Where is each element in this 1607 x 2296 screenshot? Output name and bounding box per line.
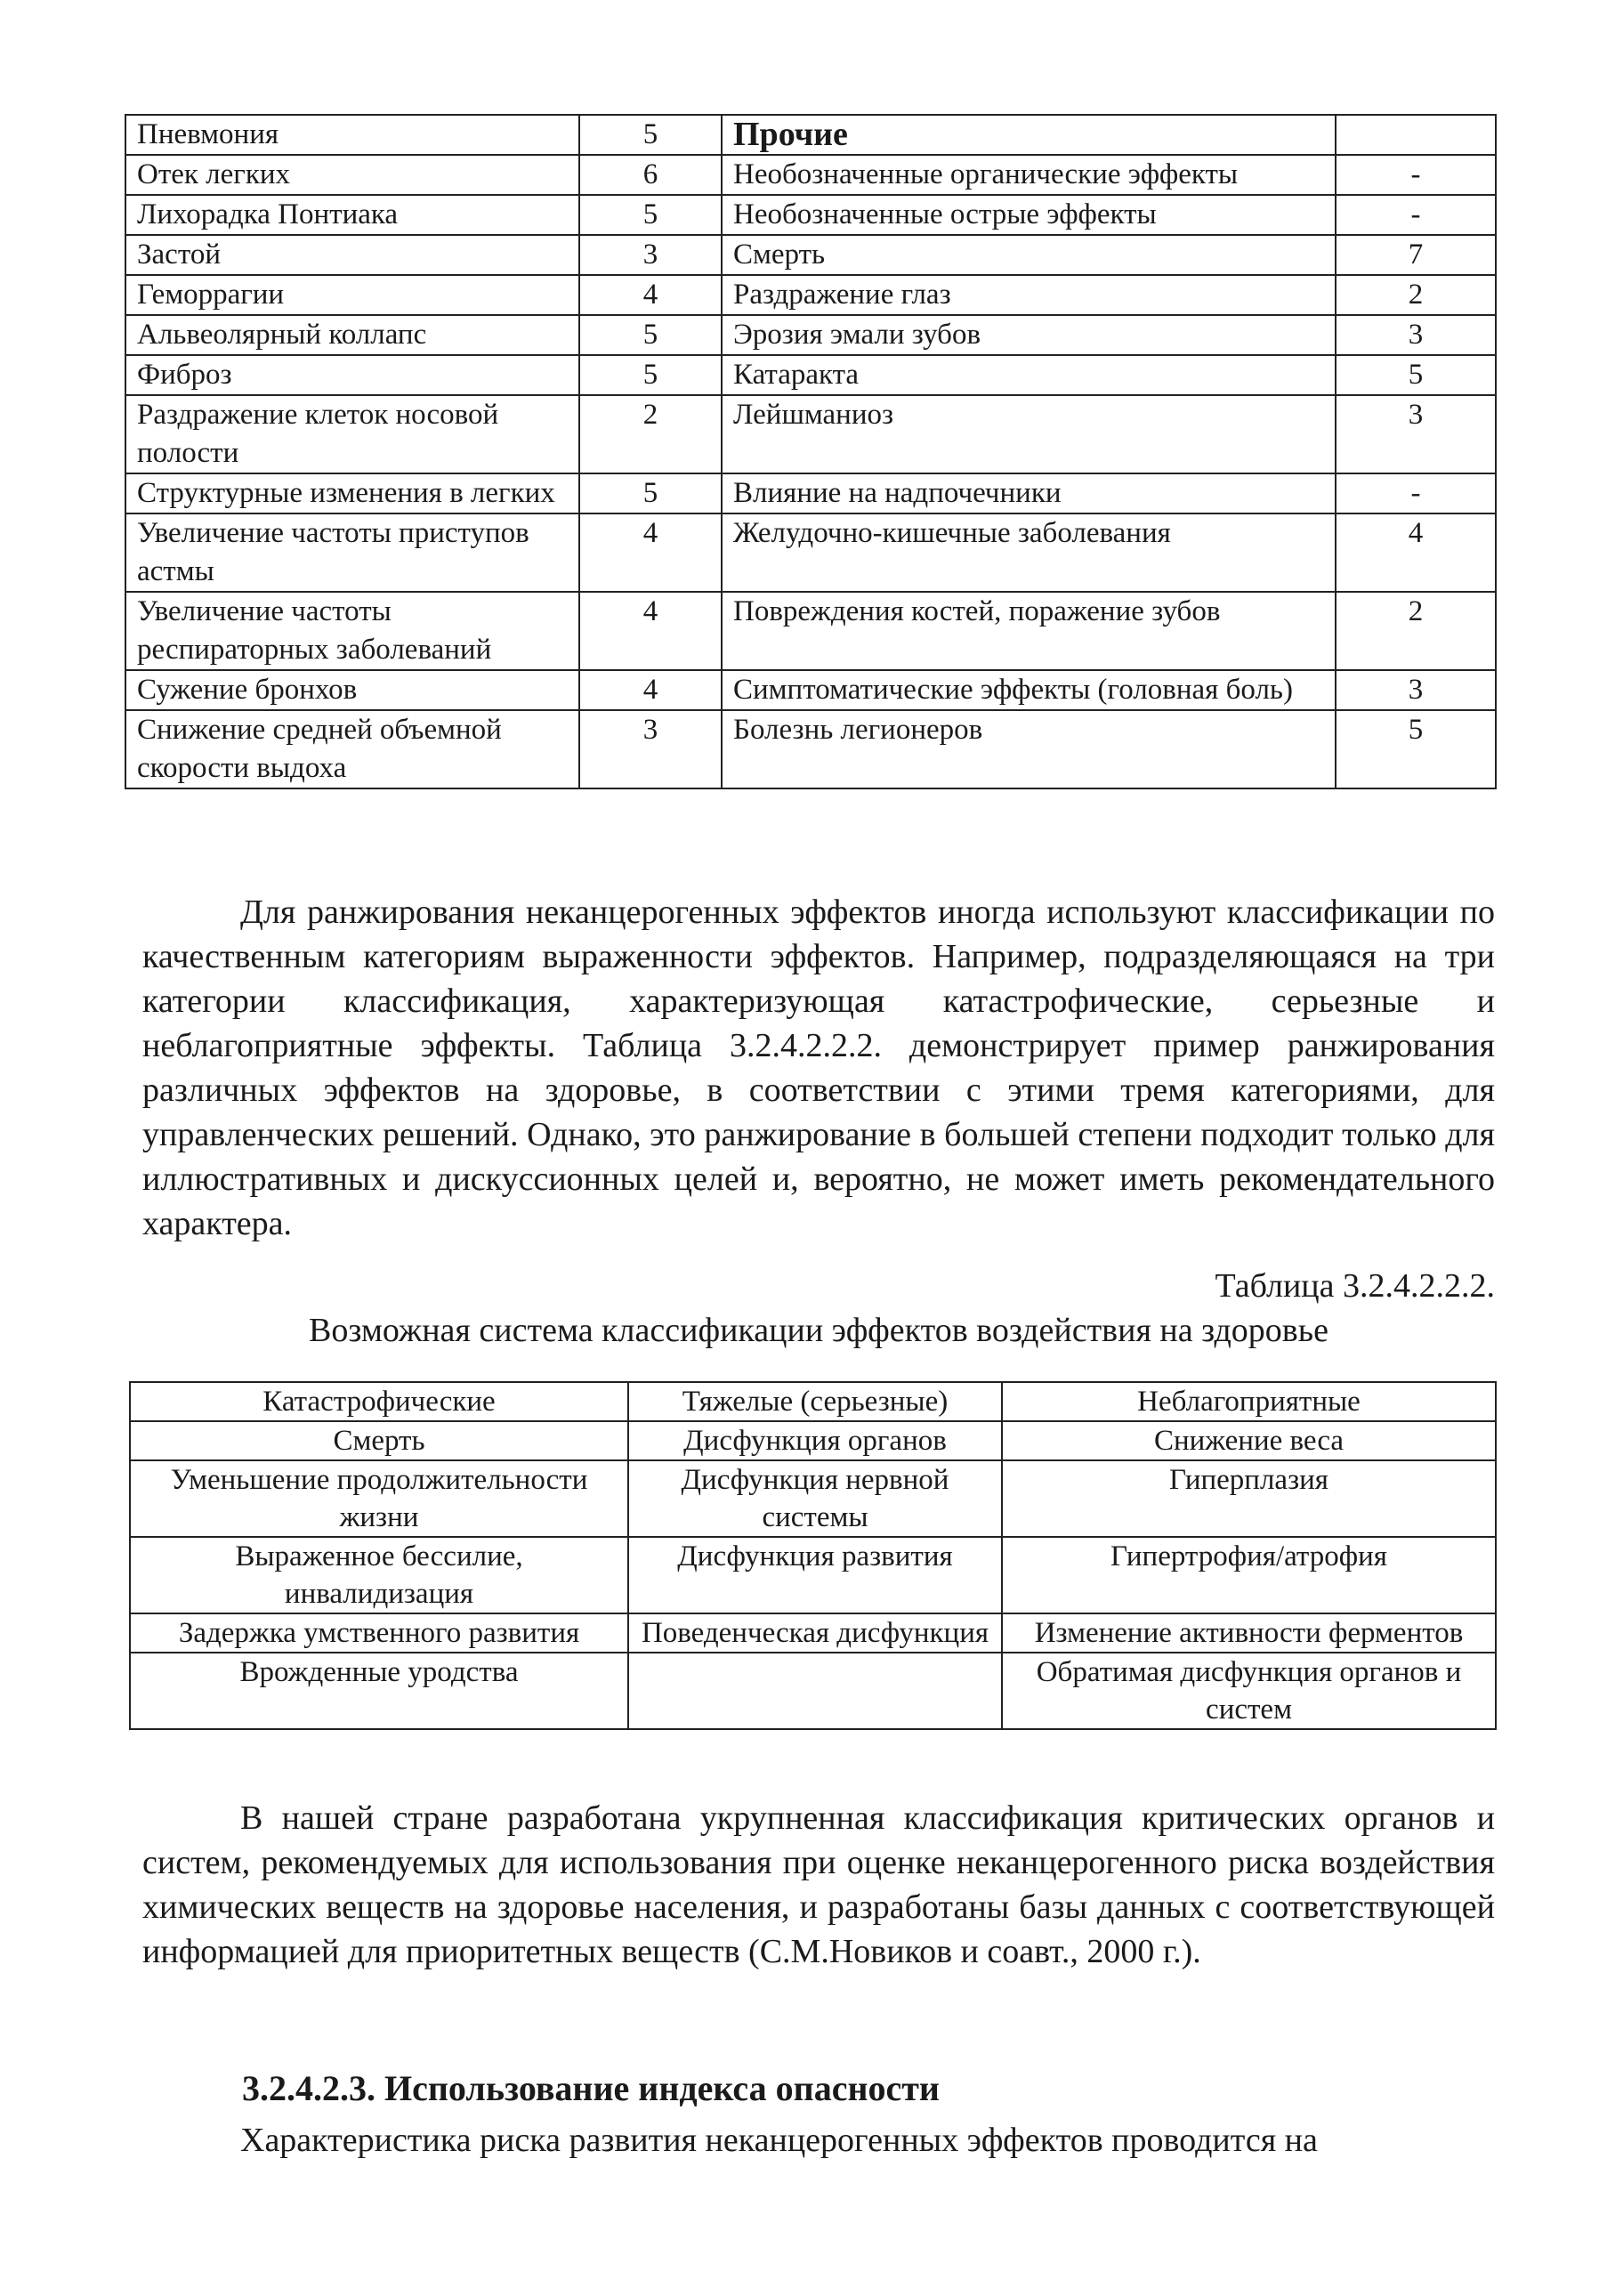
effect-rank-cell: 5 bbox=[579, 195, 722, 235]
table-cell: Выраженное бессилие, инвалидизация bbox=[130, 1537, 628, 1613]
effect-name-cell: Раздражение клеток носовой полости bbox=[125, 395, 579, 473]
paragraph-hazard-index: Характеристика риска развития неканцерогенных эффектов проводится на bbox=[240, 2122, 1318, 2159]
effect-rank-cell: 3 bbox=[579, 710, 722, 788]
effect-name-cell: Необозначенные острые эффекты bbox=[722, 195, 1336, 235]
effect-name-cell: Пневмония bbox=[125, 115, 579, 155]
effect-name-cell: Геморрагии bbox=[125, 275, 579, 315]
table-cell: Обратимая дисфункция органов и систем bbox=[1002, 1653, 1496, 1729]
table-cell: Снижение веса bbox=[1002, 1421, 1496, 1460]
effect-rank-cell: 5 bbox=[579, 115, 722, 155]
effect-rank-cell: 3 bbox=[579, 235, 722, 275]
effect-rank-cell: 2 bbox=[579, 395, 722, 473]
table-row bbox=[125, 355, 1496, 395]
effect-rank-cell: 3 bbox=[1336, 315, 1496, 355]
table-title: Возможная система классификации эффектов воздействия на здоровье bbox=[309, 1312, 1328, 1349]
table-row bbox=[125, 195, 1496, 235]
section-heading: 3.2.4.2.3. Использование индекса опасности bbox=[242, 2068, 940, 2108]
effect-rank-cell: 5 bbox=[1336, 355, 1496, 395]
table-cell bbox=[628, 1653, 1002, 1729]
effect-rank-cell: 5 bbox=[579, 355, 722, 395]
table-row bbox=[125, 473, 1496, 513]
table-row bbox=[125, 670, 1496, 710]
table-row bbox=[130, 1613, 1496, 1653]
effect-rank-cell: 6 bbox=[579, 155, 722, 195]
effect-name-cell: Повреждения костей, поражение зубов bbox=[722, 592, 1336, 670]
effect-name-cell: Лейшманиоз bbox=[722, 395, 1336, 473]
table-row bbox=[125, 155, 1496, 195]
effect-rank-cell: - bbox=[1336, 473, 1496, 513]
effect-name-cell: Альвеолярный коллапс bbox=[125, 315, 579, 355]
effect-name-cell: Раздражение глаз bbox=[722, 275, 1336, 315]
table-cell: Поведенческая дисфункция bbox=[628, 1613, 1002, 1653]
effect-rank-cell: 3 bbox=[1336, 395, 1496, 473]
paragraph-classification: В нашей стране разработана укрупненная классификация критических органов и систем, рекомендуемых для использования при оценке неканцерогенного риска воздействия химических веществ на здоровье населения, и разработаны базы данных с соответствующей информацией для приоритетных веществ (С.М.Новиков и соавт., 2000 г.). bbox=[142, 1799, 1495, 1970]
effect-rank-cell: 7 bbox=[1336, 235, 1496, 275]
table-cell: Задержка умственного развития bbox=[130, 1613, 628, 1653]
column-header: Катастрофические bbox=[130, 1382, 628, 1421]
effect-rank-cell: - bbox=[1336, 155, 1496, 195]
effect-name-cell: Структурные изменения в легких bbox=[125, 473, 579, 513]
table-cell: Дисфункция органов bbox=[628, 1421, 1002, 1460]
table-row bbox=[125, 592, 1496, 670]
effect-rank-cell: 4 bbox=[579, 513, 722, 592]
effect-name-cell: Отек легких bbox=[125, 155, 579, 195]
table-row bbox=[125, 315, 1496, 355]
effects-severity-table bbox=[125, 114, 1497, 789]
column-header: Неблагоприятные bbox=[1002, 1382, 1496, 1421]
table-row bbox=[125, 395, 1496, 473]
table-cell: Уменьшение продолжительности жизни bbox=[130, 1460, 628, 1537]
effect-rank-cell: 4 bbox=[579, 592, 722, 670]
effect-rank-cell: 5 bbox=[1336, 710, 1496, 788]
table-row bbox=[130, 1421, 1496, 1460]
column-header: Тяжелые (серьезные) bbox=[628, 1382, 1002, 1421]
effect-name-cell: Фиброз bbox=[125, 355, 579, 395]
effect-rank-cell: 2 bbox=[1336, 592, 1496, 670]
table-row bbox=[125, 275, 1496, 315]
table-row bbox=[130, 1460, 1496, 1537]
effect-name-cell: Симптоматические эффекты (головная боль) bbox=[722, 670, 1336, 710]
effect-name-cell: Необозначенные органические эффекты bbox=[722, 155, 1336, 195]
table-number: Таблица 3.2.4.2.2.2. bbox=[1215, 1267, 1495, 1305]
effect-name-cell: Увеличение частоты респираторных заболеваний bbox=[125, 592, 579, 670]
table-row bbox=[130, 1537, 1496, 1613]
table-row bbox=[125, 710, 1496, 788]
effect-name-cell: Катаракта bbox=[722, 355, 1336, 395]
table-cell: Изменение активности ферментов bbox=[1002, 1613, 1496, 1653]
effect-name-cell: Лихорадка Понтиака bbox=[125, 195, 579, 235]
effect-name-cell: Эрозия эмали зубов bbox=[722, 315, 1336, 355]
table-row bbox=[130, 1653, 1496, 1729]
effect-rank-cell: - bbox=[1336, 195, 1496, 235]
table-cell: Дисфункция развития bbox=[628, 1537, 1002, 1613]
table-row bbox=[125, 235, 1496, 275]
effect-name-cell: Болезнь легионеров bbox=[722, 710, 1336, 788]
effect-rank-cell: 4 bbox=[579, 670, 722, 710]
table-row bbox=[125, 513, 1496, 592]
table-header-row bbox=[130, 1382, 1496, 1421]
effect-name-cell: Желудочно-кишечные заболевания bbox=[722, 513, 1336, 592]
table-cell: Врожденные уродства bbox=[130, 1653, 628, 1729]
table-cell: Гипертрофия/атрофия bbox=[1002, 1537, 1496, 1613]
table-cell: Смерть bbox=[130, 1421, 628, 1460]
effect-name-cell: Увеличение частоты приступов астмы bbox=[125, 513, 579, 592]
effect-rank-cell: 4 bbox=[1336, 513, 1496, 592]
effect-rank-cell: 2 bbox=[1336, 275, 1496, 315]
effect-rank-cell bbox=[1336, 115, 1496, 155]
effect-name-cell: Застой bbox=[125, 235, 579, 275]
effect-rank-cell: 5 bbox=[579, 473, 722, 513]
classification-table bbox=[129, 1381, 1497, 1730]
table-cell: Гиперплазия bbox=[1002, 1460, 1496, 1537]
effect-rank-cell: 3 bbox=[1336, 670, 1496, 710]
paragraph-ranking: Для ранжирования неканцерогенных эффектов иногда используют классификации по качественным категориям выраженности эффектов. Например, подразделяющаяся на три категории классификация, характеризующая катастрофические, серьезные и неблагоприятные эффекты. Таблица 3.2.4.2.2.2. демонстрирует пример ранжирования различных эффектов на здоровье, в соответствии с этими тремя категориями, для управленческих решений. Однако, это ранжирование в большей степени подходит только для иллюстративных и дискуссионных целей и, вероятно, не может иметь рекомендательного характера. bbox=[142, 893, 1495, 1242]
effect-name-cell: Влияние на надпочечники bbox=[722, 473, 1336, 513]
effect-rank-cell: 5 bbox=[579, 315, 722, 355]
effect-name-cell: Сужение бронхов bbox=[125, 670, 579, 710]
table-row bbox=[125, 115, 1496, 155]
effect-name-cell: Снижение средней объемной скорости выдоха bbox=[125, 710, 579, 788]
category-header-cell: Прочие bbox=[722, 115, 1336, 155]
effect-name-cell: Смерть bbox=[722, 235, 1336, 275]
effect-rank-cell: 4 bbox=[579, 275, 722, 315]
table-cell: Дисфункция нервной системы bbox=[628, 1460, 1002, 1537]
